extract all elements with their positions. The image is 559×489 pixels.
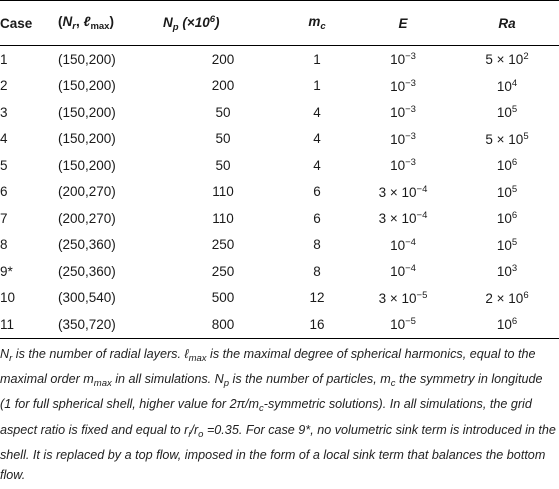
table-row xyxy=(0,73,559,100)
cell-case: 5 xyxy=(0,157,8,173)
cell-e-exponent: −4 xyxy=(416,183,428,195)
cell-ra-base: 2 × 10 xyxy=(485,290,524,306)
cell-e-exponent: −4 xyxy=(405,236,416,248)
cell-e xyxy=(351,126,455,153)
cell-e xyxy=(351,285,455,312)
caption-sub: o xyxy=(198,428,204,440)
cell-ra-exponent: 3 xyxy=(511,263,518,275)
header-nr-symbol: N xyxy=(62,14,73,29)
table-row xyxy=(0,205,559,232)
cell-np: 50 xyxy=(215,157,231,173)
table-row xyxy=(0,99,559,126)
cell-e xyxy=(351,232,455,259)
table-header-row xyxy=(0,1,559,46)
cell-ra xyxy=(455,46,559,73)
cell-e-exponent: −3 xyxy=(405,104,416,116)
header-nr-open: ( xyxy=(58,14,63,29)
cell-ra xyxy=(455,258,559,285)
cell-np: 50 xyxy=(215,131,231,147)
cell-e-exponent: −4 xyxy=(405,263,416,275)
cell-e-exponent: −3 xyxy=(405,77,416,89)
cell-ra xyxy=(455,73,559,100)
caption-part: is the number of particles, m xyxy=(229,372,391,387)
cell-e xyxy=(351,152,455,179)
cell-nr-lmax: (250,360) xyxy=(58,263,116,279)
cell-e-exponent: −4 xyxy=(416,210,428,222)
cell-np: 50 xyxy=(215,104,231,120)
cell-mc: 4 xyxy=(313,131,321,147)
caption-sub: max xyxy=(188,353,207,364)
cell-ra-exponent: 2 xyxy=(523,51,529,63)
cell-ra xyxy=(455,205,559,232)
cell-np: 250 xyxy=(211,237,235,253)
header-ra: Ra xyxy=(455,1,559,46)
cell-nr-lmax: (150,200) xyxy=(58,51,116,67)
header-np-unit-exponent: 6 xyxy=(209,13,216,25)
cell-nr-lmax: (250,360) xyxy=(58,237,116,253)
cell-nr-lmax: (150,200) xyxy=(58,131,116,147)
table-row xyxy=(0,152,559,179)
header-mc-subscript: c xyxy=(320,21,326,32)
caption-part: the symmetry in longitude (1 for full spherical shell, higher value for 2π/m xyxy=(0,372,543,412)
cell-np: 110 xyxy=(212,184,234,200)
caption-sub: c xyxy=(259,403,264,415)
cell-ra-exponent: 4 xyxy=(511,77,518,89)
table-row xyxy=(0,285,559,312)
table-row xyxy=(0,258,559,285)
header-nr-lmax xyxy=(58,1,163,46)
cell-ra xyxy=(455,179,559,206)
cell-case: 7 xyxy=(0,210,8,226)
cell-mc: 1 xyxy=(313,78,321,94)
cell-mc: 12 xyxy=(309,290,325,306)
cell-nr-lmax: (200,270) xyxy=(58,210,116,226)
caption-part: -symmetric solutions). In all simulations, the grid aspect ratio is fixed and equal to r xyxy=(0,397,532,437)
cell-e xyxy=(351,311,455,338)
cell-ra-base: 10 xyxy=(496,237,512,253)
cell-ra xyxy=(455,232,559,259)
cell-e-base: 3 × 10 xyxy=(378,211,417,227)
header-nr-subscript: r xyxy=(72,21,76,32)
cell-ra-base: 5 × 10 xyxy=(485,131,524,147)
table-body xyxy=(0,46,559,339)
cell-np: 800 xyxy=(163,311,283,338)
header-case: Case xyxy=(0,1,58,46)
cell-ra-base: 10 xyxy=(496,211,512,227)
cell-e-base: 10 xyxy=(390,264,406,280)
cell-nr-lmax: (150,200) xyxy=(58,157,116,173)
cell-mc: 8 xyxy=(313,263,321,279)
cell-ra-exponent: 5 xyxy=(511,236,518,248)
caption-part: in all simulations. N xyxy=(111,372,224,387)
cell-e xyxy=(351,46,455,73)
header-np-unit: (×10 xyxy=(178,14,210,30)
cell-nr-lmax: (200,270) xyxy=(58,184,116,200)
cell-mc: 16 xyxy=(283,311,351,338)
header-nr-close: ) xyxy=(109,14,114,29)
cell-mc: 6 xyxy=(313,210,321,226)
cell-ra-exponent: 5 xyxy=(511,183,518,195)
header-np xyxy=(163,1,283,46)
cell-e-base: 10 xyxy=(390,317,406,333)
cell-e-exponent: −3 xyxy=(405,51,416,63)
cell-e-base: 10 xyxy=(390,78,406,94)
cell-ra xyxy=(455,152,559,179)
cell-mc: 8 xyxy=(313,237,321,253)
header-lmax-subscript: max xyxy=(90,21,110,32)
cell-case: 11 xyxy=(0,311,58,338)
caption-part: N xyxy=(0,347,10,361)
cell-e-exponent: −3 xyxy=(405,157,416,169)
cell-case: 3 xyxy=(0,104,8,120)
cell-np: 200 xyxy=(211,51,235,67)
cell-np: 200 xyxy=(211,78,235,94)
cell-e xyxy=(351,179,455,206)
header-np-unit-close: ) xyxy=(215,14,220,30)
cell-nr-lmax: (150,200) xyxy=(58,104,116,120)
cell-ra-base: 10 xyxy=(496,105,512,121)
header-e: E xyxy=(351,1,455,46)
cell-ra-base: 10 xyxy=(496,317,512,333)
cell-e-exponent: −5 xyxy=(416,289,428,301)
header-mc-symbol: m xyxy=(308,14,321,29)
caption-part: is the maximal degree of spherical harmonics, equal to the maximal order m xyxy=(0,347,536,387)
cell-nr-lmax: (300,540) xyxy=(58,290,116,306)
cell-ra-base: 10 xyxy=(496,264,512,280)
cell-e-base: 10 xyxy=(390,105,406,121)
caption-part: =0.35. For case 9*, no volumetric sink term is introduced in the shell. It is replaced by a top flow, imposed in the form of a local sink term that balances the bottom flow. xyxy=(0,422,556,483)
header-np-subscript: p xyxy=(172,21,179,33)
cell-ra-exponent: 5 xyxy=(511,104,518,116)
cell-e-base: 3 × 10 xyxy=(378,290,417,306)
caption-sub: i xyxy=(188,428,191,440)
cell-mc: 4 xyxy=(313,157,321,173)
caption-sub: r xyxy=(9,353,13,364)
cell-ra-exponent: 6 xyxy=(511,210,518,222)
cell-ra xyxy=(455,311,559,338)
table-row xyxy=(0,311,559,338)
cell-e xyxy=(351,99,455,126)
caption-sub: c xyxy=(390,378,396,390)
cell-ra-base: 5 × 10 xyxy=(485,52,524,68)
header-nr-comma: , xyxy=(75,14,84,29)
cell-np: 250 xyxy=(211,263,235,279)
caption-part: is the number of radial layers. xyxy=(12,347,185,361)
table-caption xyxy=(0,344,557,485)
cell-e-exponent: −5 xyxy=(405,316,416,328)
cell-ra-base: 10 xyxy=(496,184,512,200)
caption-part: /r xyxy=(190,422,199,437)
table-row xyxy=(0,46,559,73)
cell-e xyxy=(351,205,455,232)
header-mc xyxy=(283,1,351,46)
cell-e-base: 3 × 10 xyxy=(378,184,417,200)
cell-e xyxy=(351,258,455,285)
cell-ra xyxy=(455,285,559,312)
cell-ra-exponent: 5 xyxy=(523,130,529,142)
caption-text xyxy=(0,344,557,485)
cell-case: 9* xyxy=(0,263,13,279)
cell-case: 1 xyxy=(0,51,8,67)
cell-np: 500 xyxy=(211,290,235,306)
table-row xyxy=(0,126,559,153)
cell-e xyxy=(351,73,455,100)
caption-sub: max xyxy=(93,378,112,390)
cell-case: 8 xyxy=(0,237,8,253)
cell-mc: 1 xyxy=(313,51,321,67)
cell-case: 6 xyxy=(0,184,8,200)
cell-ra-exponent: 6 xyxy=(511,316,518,328)
header-np-symbol: N xyxy=(163,14,173,30)
cell-ra-exponent: 6 xyxy=(511,157,518,169)
cell-ra-exponent: 6 xyxy=(523,289,529,301)
cell-e-base: 10 xyxy=(390,158,406,174)
cell-case: 2 xyxy=(0,78,8,94)
cell-e-exponent: −3 xyxy=(405,130,416,142)
cell-ra xyxy=(455,99,559,126)
header-lmax-symbol: ℓ xyxy=(83,14,91,29)
cell-mc: 6 xyxy=(313,184,321,200)
cell-mc: 4 xyxy=(313,104,321,120)
cell-nr-lmax: (150,200) xyxy=(58,78,116,94)
cell-nr-lmax: (350,720) xyxy=(58,311,163,338)
cell-e-base: 10 xyxy=(390,52,406,68)
cell-ra-base: 10 xyxy=(496,78,512,94)
cell-case: 10 xyxy=(0,290,16,306)
cell-np: 110 xyxy=(212,210,234,226)
cell-ra-base: 10 xyxy=(496,158,512,174)
caption-sub: p xyxy=(223,378,230,390)
cell-e-base: 10 xyxy=(390,237,406,253)
caption-part: ℓ xyxy=(184,347,189,361)
cell-ra xyxy=(455,126,559,153)
cell-case: 4 xyxy=(0,131,8,147)
cell-e-base: 10 xyxy=(390,131,406,147)
table-row xyxy=(0,179,559,206)
table-row xyxy=(0,232,559,259)
